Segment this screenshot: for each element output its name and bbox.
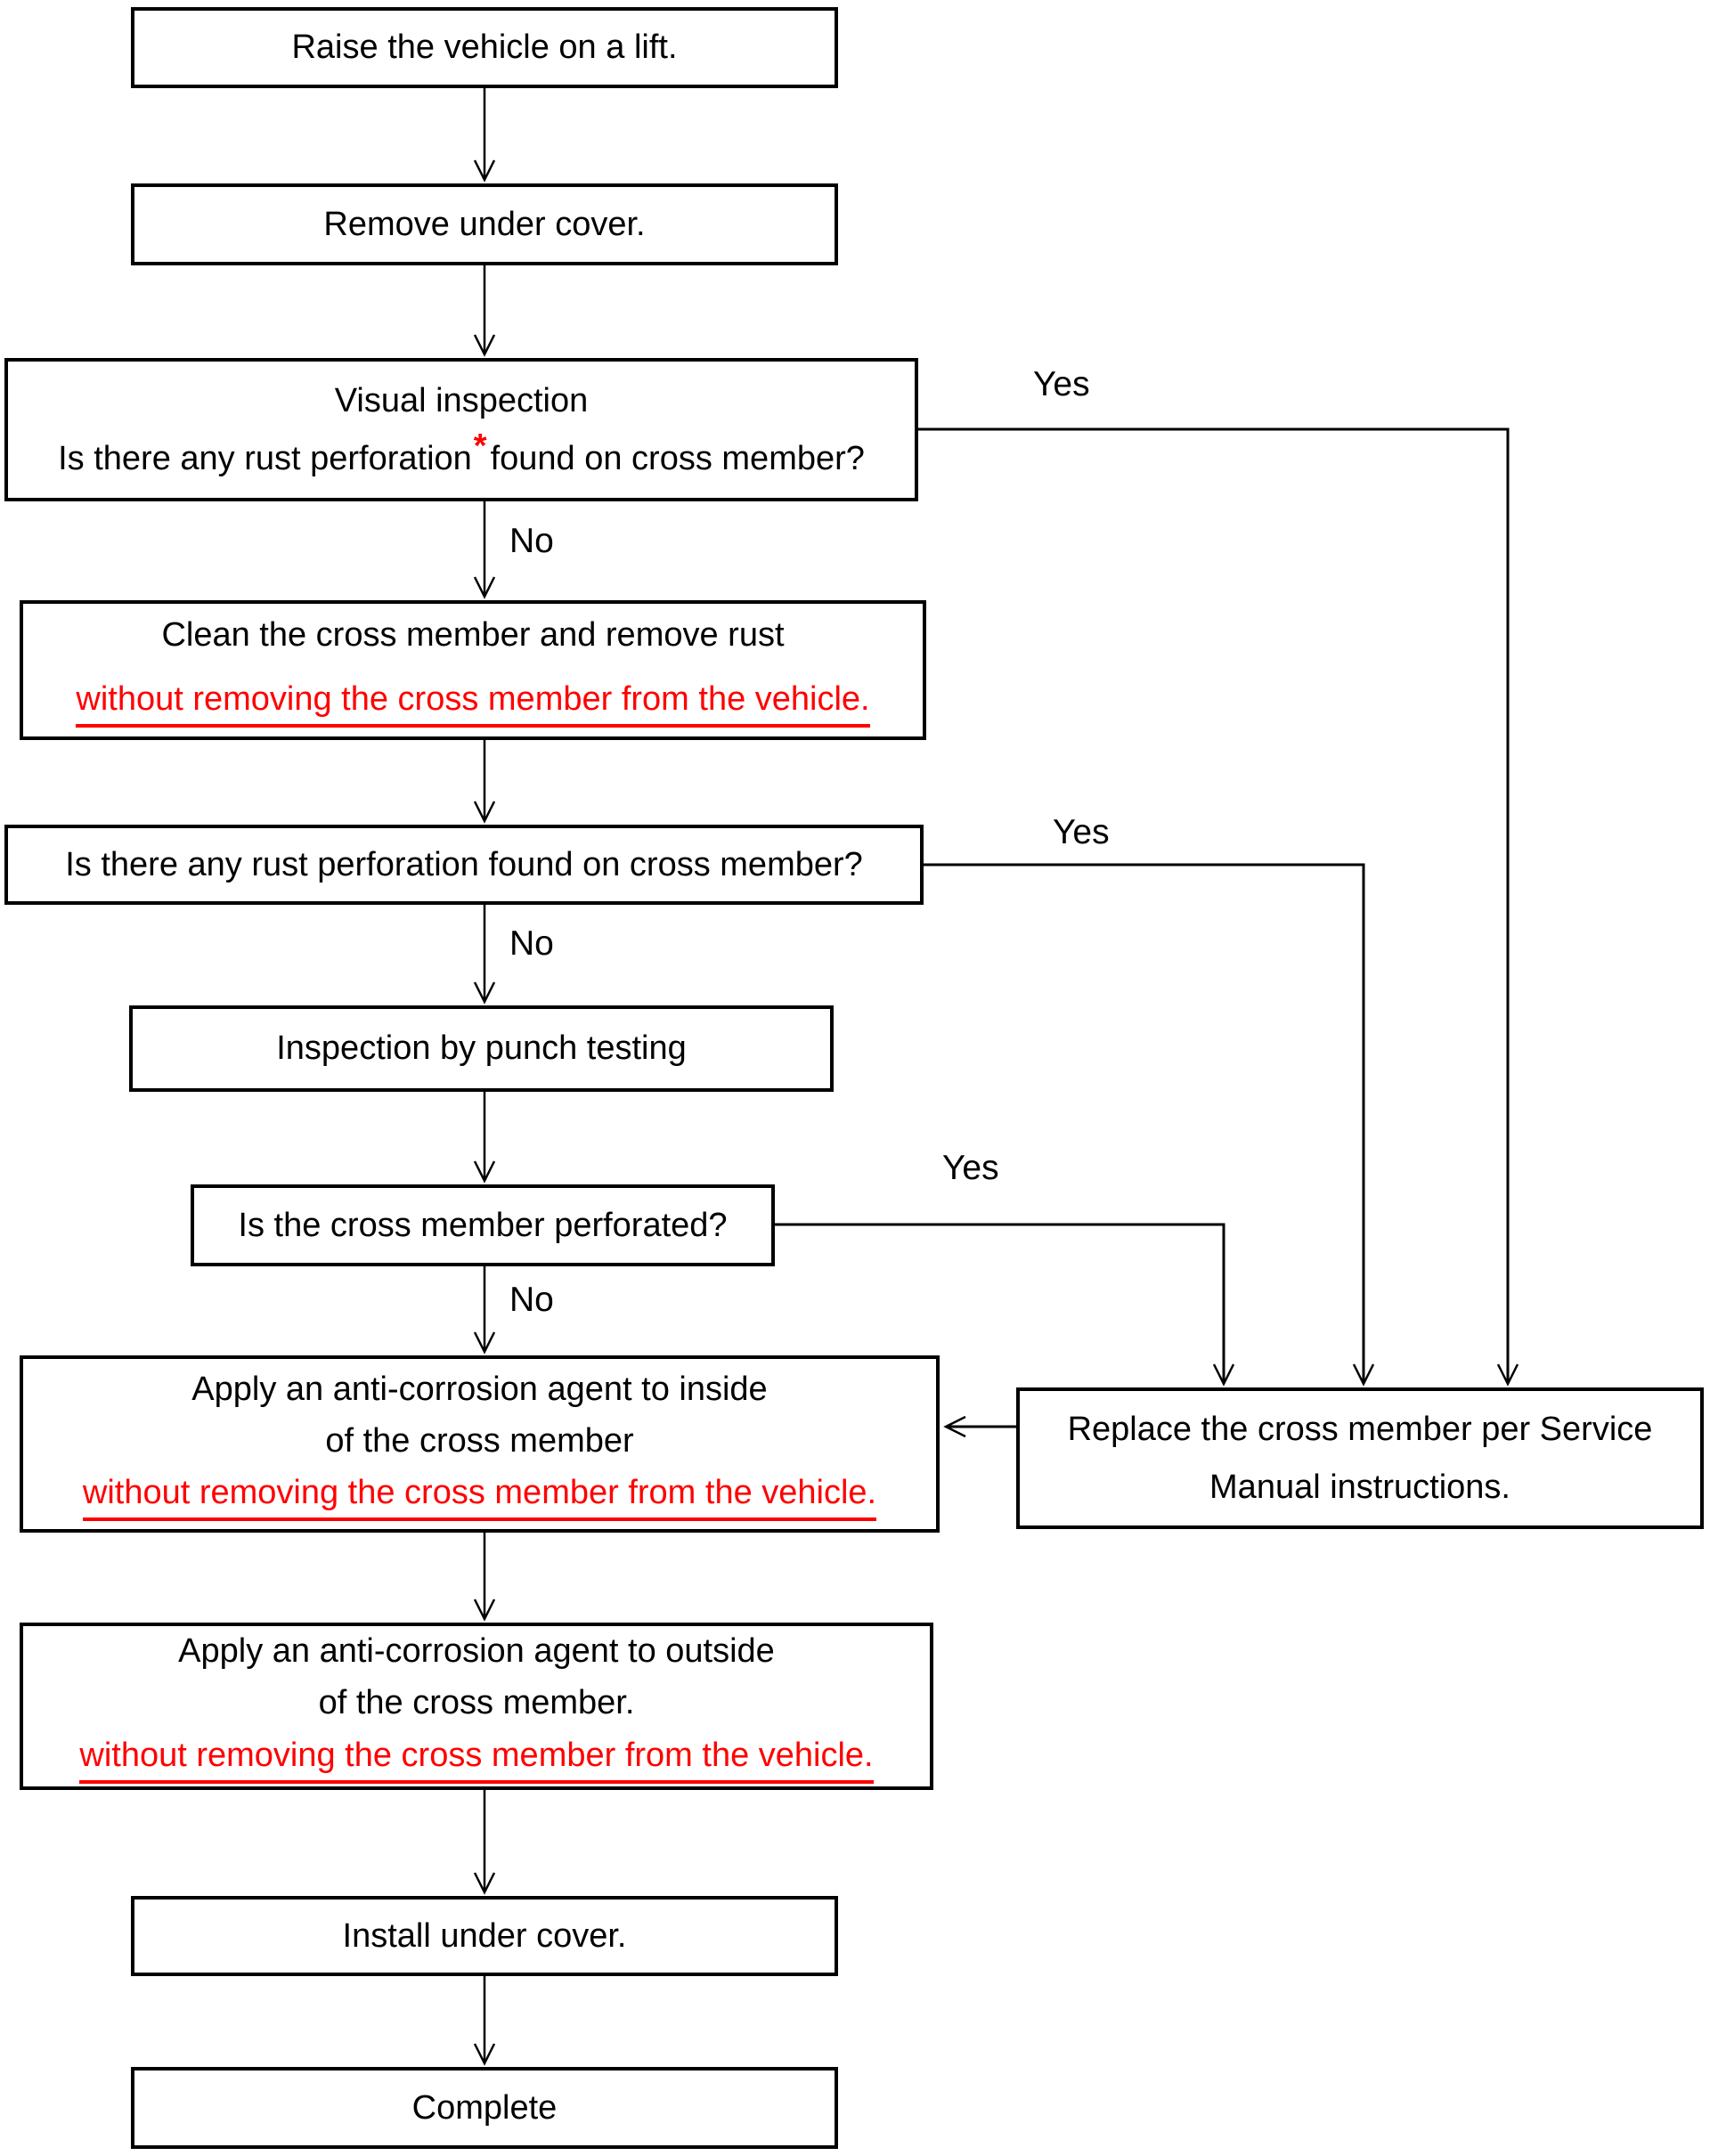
node-apply-agent-outside	[20, 1623, 933, 1790]
node-perforated-question-text: Is the cross member perforated?	[238, 1206, 728, 1244]
question-text-prefix: Is there any rust perforation	[58, 439, 472, 477]
node-apply-agent-inside	[20, 1355, 940, 1533]
node-apply-inside-warning-text: without removing the cross member from the vehicle.	[83, 1470, 876, 1521]
node-apply-outside-warning-text: without removing the cross member from the vehicle.	[79, 1733, 873, 1784]
node-punch-testing-text: Inspection by punch testing	[276, 1029, 687, 1068]
node-perforated-question	[191, 1184, 775, 1266]
node-visual-inspection	[4, 358, 918, 501]
edge-visual-yes-to-replace	[918, 429, 1508, 1384]
node-complete	[131, 2067, 838, 2149]
edge-label-perforated-yes: Yes	[942, 1149, 999, 1187]
edge-label-perforated-no: No	[509, 1281, 554, 1319]
node-raise-vehicle	[131, 7, 838, 88]
node-rust-perforation-question	[4, 825, 924, 905]
node-install-under-cover	[131, 1896, 838, 1976]
edge-label-rust-check-no: No	[509, 924, 554, 963]
node-replace-line2: Manual instructions.	[1209, 1468, 1510, 1506]
node-clean-cross-member	[20, 600, 926, 740]
node-apply-inside-line1: Apply an anti-corrosion agent to inside	[191, 1370, 768, 1408]
node-visual-inspection-question	[58, 427, 865, 481]
node-replace-cross-member	[1016, 1387, 1704, 1529]
node-apply-outside-line1: Apply an anti-corrosion agent to outside	[178, 1632, 775, 1671]
question-text-suffix: found on cross member?	[490, 439, 865, 477]
node-visual-inspection-title: Visual inspection	[334, 382, 589, 420]
node-install-under-cover-text: Install under cover.	[342, 1916, 627, 1955]
node-apply-inside-line2: of the cross member	[325, 1421, 634, 1460]
node-remove-under-cover	[131, 183, 838, 265]
node-replace-line1: Replace the cross member per Service	[1067, 1411, 1653, 1449]
edge-label-visual-no: No	[509, 522, 554, 560]
node-apply-outside-line2: of the cross member.	[318, 1684, 635, 1722]
edge-rust-check-yes-to-replace	[924, 865, 1364, 1384]
node-complete-text: Complete	[411, 2088, 558, 2127]
node-remove-under-cover-text: Remove under cover.	[323, 205, 646, 243]
node-raise-vehicle-text: Raise the vehicle on a lift.	[291, 28, 678, 67]
edge-label-visual-yes: Yes	[1033, 365, 1090, 403]
footnote-asterisk: *	[473, 427, 487, 465]
node-punch-testing	[129, 1005, 834, 1092]
node-clean-text: Clean the cross member and remove rust	[161, 615, 785, 654]
edge-label-rust-check-yes: Yes	[1053, 813, 1110, 851]
node-clean-warning-text: without removing the cross member from the vehicle.	[76, 677, 869, 728]
node-rust-perforation-question-text: Is there any rust perforation found on cross member?	[65, 845, 863, 883]
